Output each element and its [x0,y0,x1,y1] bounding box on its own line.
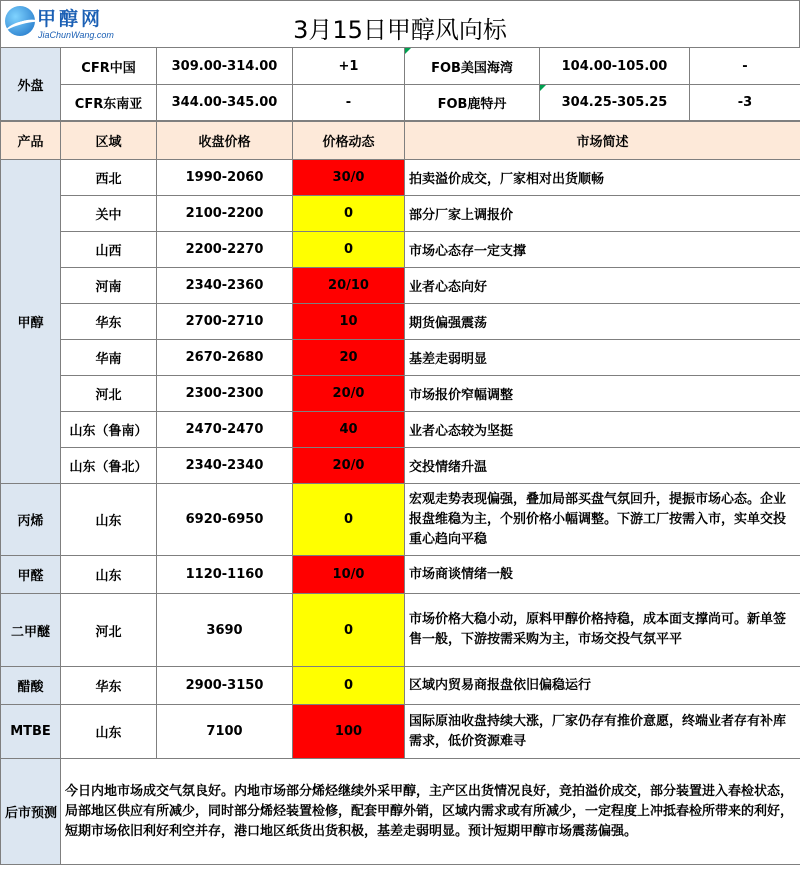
desc-cell: 市场商谈情绪一般 [405,556,800,594]
methanol-row [1,448,800,484]
region-cell: 山东 [61,556,157,594]
external-name: CFR中国 [61,48,157,85]
desc-cell: 市场报价窄幅调整 [405,376,800,412]
product-row [1,705,800,759]
external-name: FOB美国海湾 [405,48,540,85]
methanol-row [1,232,800,268]
price-cell: 2200-2270 [157,232,293,268]
desc-cell: 宏观走势表现偏强，叠加局部买盘气氛回升，提振市场心态。企业报盘维稳为主，个别价格小幅调整。下游工厂按需入市，实单交投重心趋向平稳 [405,484,800,556]
title-bar [0,0,800,47]
external-label: 外盘 [1,48,61,121]
price-cell: 2700-2710 [157,304,293,340]
price-cell: 2670-2680 [157,340,293,376]
change-cell: 30/0 [293,160,405,196]
price-cell: 2340-2360 [157,268,293,304]
price-cell: 2100-2200 [157,196,293,232]
region-cell: 华东 [61,667,157,705]
price-cell: 2900-3150 [157,667,293,705]
header-desc: 市场简述 [405,122,800,160]
change-cell: 0 [293,196,405,232]
methanol-rows [1,160,800,484]
external-price: 344.00-345.00 [157,85,293,121]
region-cell: 华南 [61,340,157,376]
methanol-row [1,196,800,232]
header-region: 区域 [61,122,157,160]
external-change: - [690,48,800,85]
price-cell: 3690 [157,594,293,667]
product-name: 甲醇 [1,160,61,484]
change-cell: 40 [293,412,405,448]
region-cell: 河北 [61,594,157,667]
external-name: FOB鹿特丹 [405,85,540,121]
page-title: 3月15日甲醇风向标 [293,16,507,44]
price-cell: 2470-2470 [157,412,293,448]
external-change: -3 [690,85,800,121]
change-cell: 0 [293,667,405,705]
external-name: CFR东南亚 [61,85,157,121]
forecast-label: 后市预测 [1,759,61,865]
external-market-table [0,47,800,121]
forecast-text: 今日内地市场成交气氛良好。内地市场部分烯烃继续外采甲醇，主产区出货情况良好，竞拍溢价成交，部分装置进入春检状态，局部地区供应有所减少，同时部分烯烃装置检修，配套甲醇外销，区域内需求或有所减少，一定程度上冲抵春检所带来的利好，短期市场依旧利好利空并存，港口地区纸货出货积极，基差走弱明显。预计短期甲醇市场震荡偏强。 [61,759,800,865]
product-row [1,556,800,594]
desc-cell: 交投情绪升温 [405,448,800,484]
product-name: 醋酸 [1,667,61,705]
product-row [1,594,800,667]
price-cell: 6920-6950 [157,484,293,556]
desc-cell: 市场价格大稳小动，原料甲醇价格持稳，成本面支撑尚可。新单签售一般，下游按需采购为主，市场交投气氛平平 [405,594,800,667]
other-product-rows [1,484,800,759]
desc-cell: 部分厂家上调报价 [405,196,800,232]
region-cell: 关中 [61,196,157,232]
price-cell: 1120-1160 [157,556,293,594]
change-cell: 20/10 [293,268,405,304]
external-price: 104.00-105.00 [540,48,690,85]
external-price: 309.00-314.00 [157,48,293,85]
methanol-row [1,376,800,412]
change-cell: 100 [293,705,405,759]
change-cell: 10/0 [293,556,405,594]
methanol-row [1,160,800,196]
desc-cell: 业者心态向好 [405,268,800,304]
price-cell: 2300-2300 [157,376,293,412]
domestic-market-table [0,121,800,865]
desc-cell: 市场心态存一定支撑 [405,232,800,268]
change-cell: 20/0 [293,376,405,412]
product-name: MTBE [1,705,61,759]
region-cell: 西北 [61,160,157,196]
region-cell: 山东（鲁南） [61,412,157,448]
desc-cell: 期货偏强震荡 [405,304,800,340]
region-cell: 华东 [61,304,157,340]
product-row [1,667,800,705]
change-cell: 20 [293,340,405,376]
product-name: 甲醛 [1,556,61,594]
desc-cell: 基差走弱明显 [405,340,800,376]
region-cell: 山东 [61,705,157,759]
external-change: +1 [293,48,405,85]
product-row [1,484,800,556]
product-name: 二甲醚 [1,594,61,667]
region-cell: 河南 [61,268,157,304]
change-cell: 0 [293,232,405,268]
region-cell: 河北 [61,376,157,412]
methanol-row [1,268,800,304]
external-row [1,85,800,121]
desc-cell: 业者心态较为坚挺 [405,412,800,448]
change-cell: 0 [293,594,405,667]
external-change: - [293,85,405,121]
logo-url: JiaChunWang.com [38,30,114,40]
external-price: 304.25-305.25 [540,85,690,121]
region-cell: 山东（鲁北） [61,448,157,484]
price-cell: 7100 [157,705,293,759]
methanol-row [1,412,800,448]
change-cell: 10 [293,304,405,340]
desc-cell: 拍卖溢价成交，厂家相对出货顺畅 [405,160,800,196]
methanol-row [1,340,800,376]
header-change: 价格动态 [293,122,405,160]
price-cell: 1990-2060 [157,160,293,196]
desc-cell: 国际原油收盘持续大涨，厂家仍存有推价意愿，终端业者存有补库需求，低价资源难寻 [405,705,800,759]
header-price: 收盘价格 [157,122,293,160]
region-cell: 山东 [61,484,157,556]
logo-name: 甲醇网 [37,8,104,30]
header-product: 产品 [1,122,61,160]
product-name: 丙烯 [1,484,61,556]
change-cell: 20/0 [293,448,405,484]
methanol-row [1,304,800,340]
price-cell: 2340-2340 [157,448,293,484]
change-cell: 0 [293,484,405,556]
desc-cell: 区域内贸易商报盘依旧偏稳运行 [405,667,800,705]
external-row [1,48,800,85]
header-row [1,122,800,160]
region-cell: 山西 [61,232,157,268]
forecast-row [1,759,800,865]
